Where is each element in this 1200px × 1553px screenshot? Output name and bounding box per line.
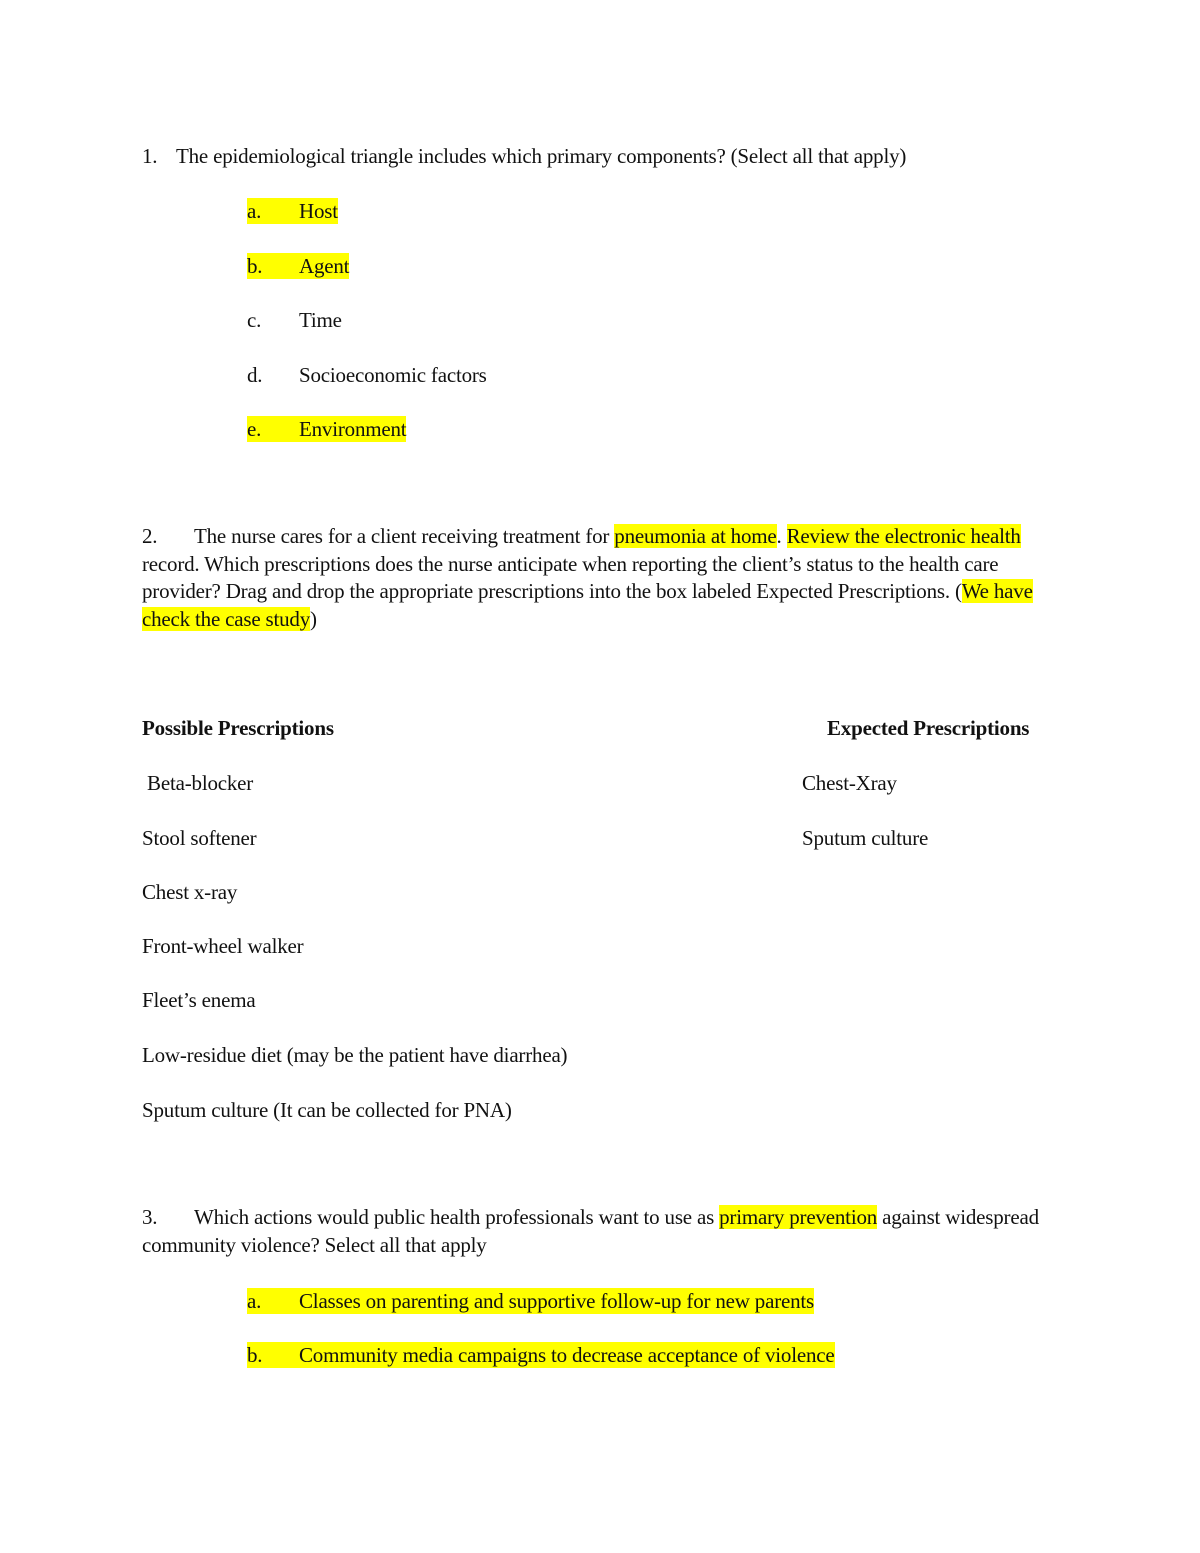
possible-item[interactable]: Beta-blocker (142, 771, 254, 795)
possible-item[interactable]: Stool softener (142, 826, 257, 850)
highlight: We have check the case study (142, 579, 1033, 631)
q3-option-a: a. Classes on parenting and supportive follow-up for new parents (247, 1289, 815, 1313)
q3-option-b: b. Community media campaigns to decrease acceptance of violence (247, 1343, 835, 1367)
question-1 (142, 144, 906, 168)
possible-item[interactable]: Front-wheel walker (142, 934, 304, 958)
expected-prescriptions-header: Expected Prescriptions (827, 716, 1030, 740)
q1-option-c: c. Time (247, 308, 342, 332)
possible-item[interactable]: Chest x-ray (142, 880, 238, 904)
q1-option-e: e. Environment (247, 417, 407, 441)
expected-item[interactable]: Sputum culture (802, 826, 929, 850)
highlight: Review the electronic health (786, 524, 1021, 548)
expected-item[interactable]: Chest-Xray (802, 771, 897, 795)
highlight: pneumonia at home (614, 524, 777, 548)
possible-prescriptions-header: Possible Prescriptions (142, 716, 334, 740)
q1-option-d: d. Socioeconomic factors (247, 363, 487, 387)
possible-item[interactable]: Low-residue diet (may be the patient have diarrhea) (142, 1043, 568, 1067)
question-text: The epidemiological triangle includes which primary components? (Select all that apply) (176, 144, 907, 168)
q1-option-a: a. Host (247, 199, 338, 223)
question-3: 3. Which actions would public health professionals want to use as primary prevention against widespread community violence? Select all that apply (142, 1205, 1039, 1257)
highlight: primary prevention (719, 1205, 878, 1229)
q1-option-b: b. Agent (247, 254, 350, 278)
possible-item[interactable]: Sputum culture (It can be collected for PNA) (142, 1098, 512, 1122)
possible-item[interactable]: Fleet’s enema (142, 988, 256, 1012)
question-2: 2. The nurse cares for a client receiving treatment for pneumonia at home. Review the electronic health record. Which prescriptions does the nurse anticipate when reporting the client’s status to the health care provider? Drag and drop the appropriate prescriptions into the box labeled Expected Prescriptions. (We have check the case study) (142, 524, 1033, 631)
question-number: 1. (142, 144, 158, 168)
